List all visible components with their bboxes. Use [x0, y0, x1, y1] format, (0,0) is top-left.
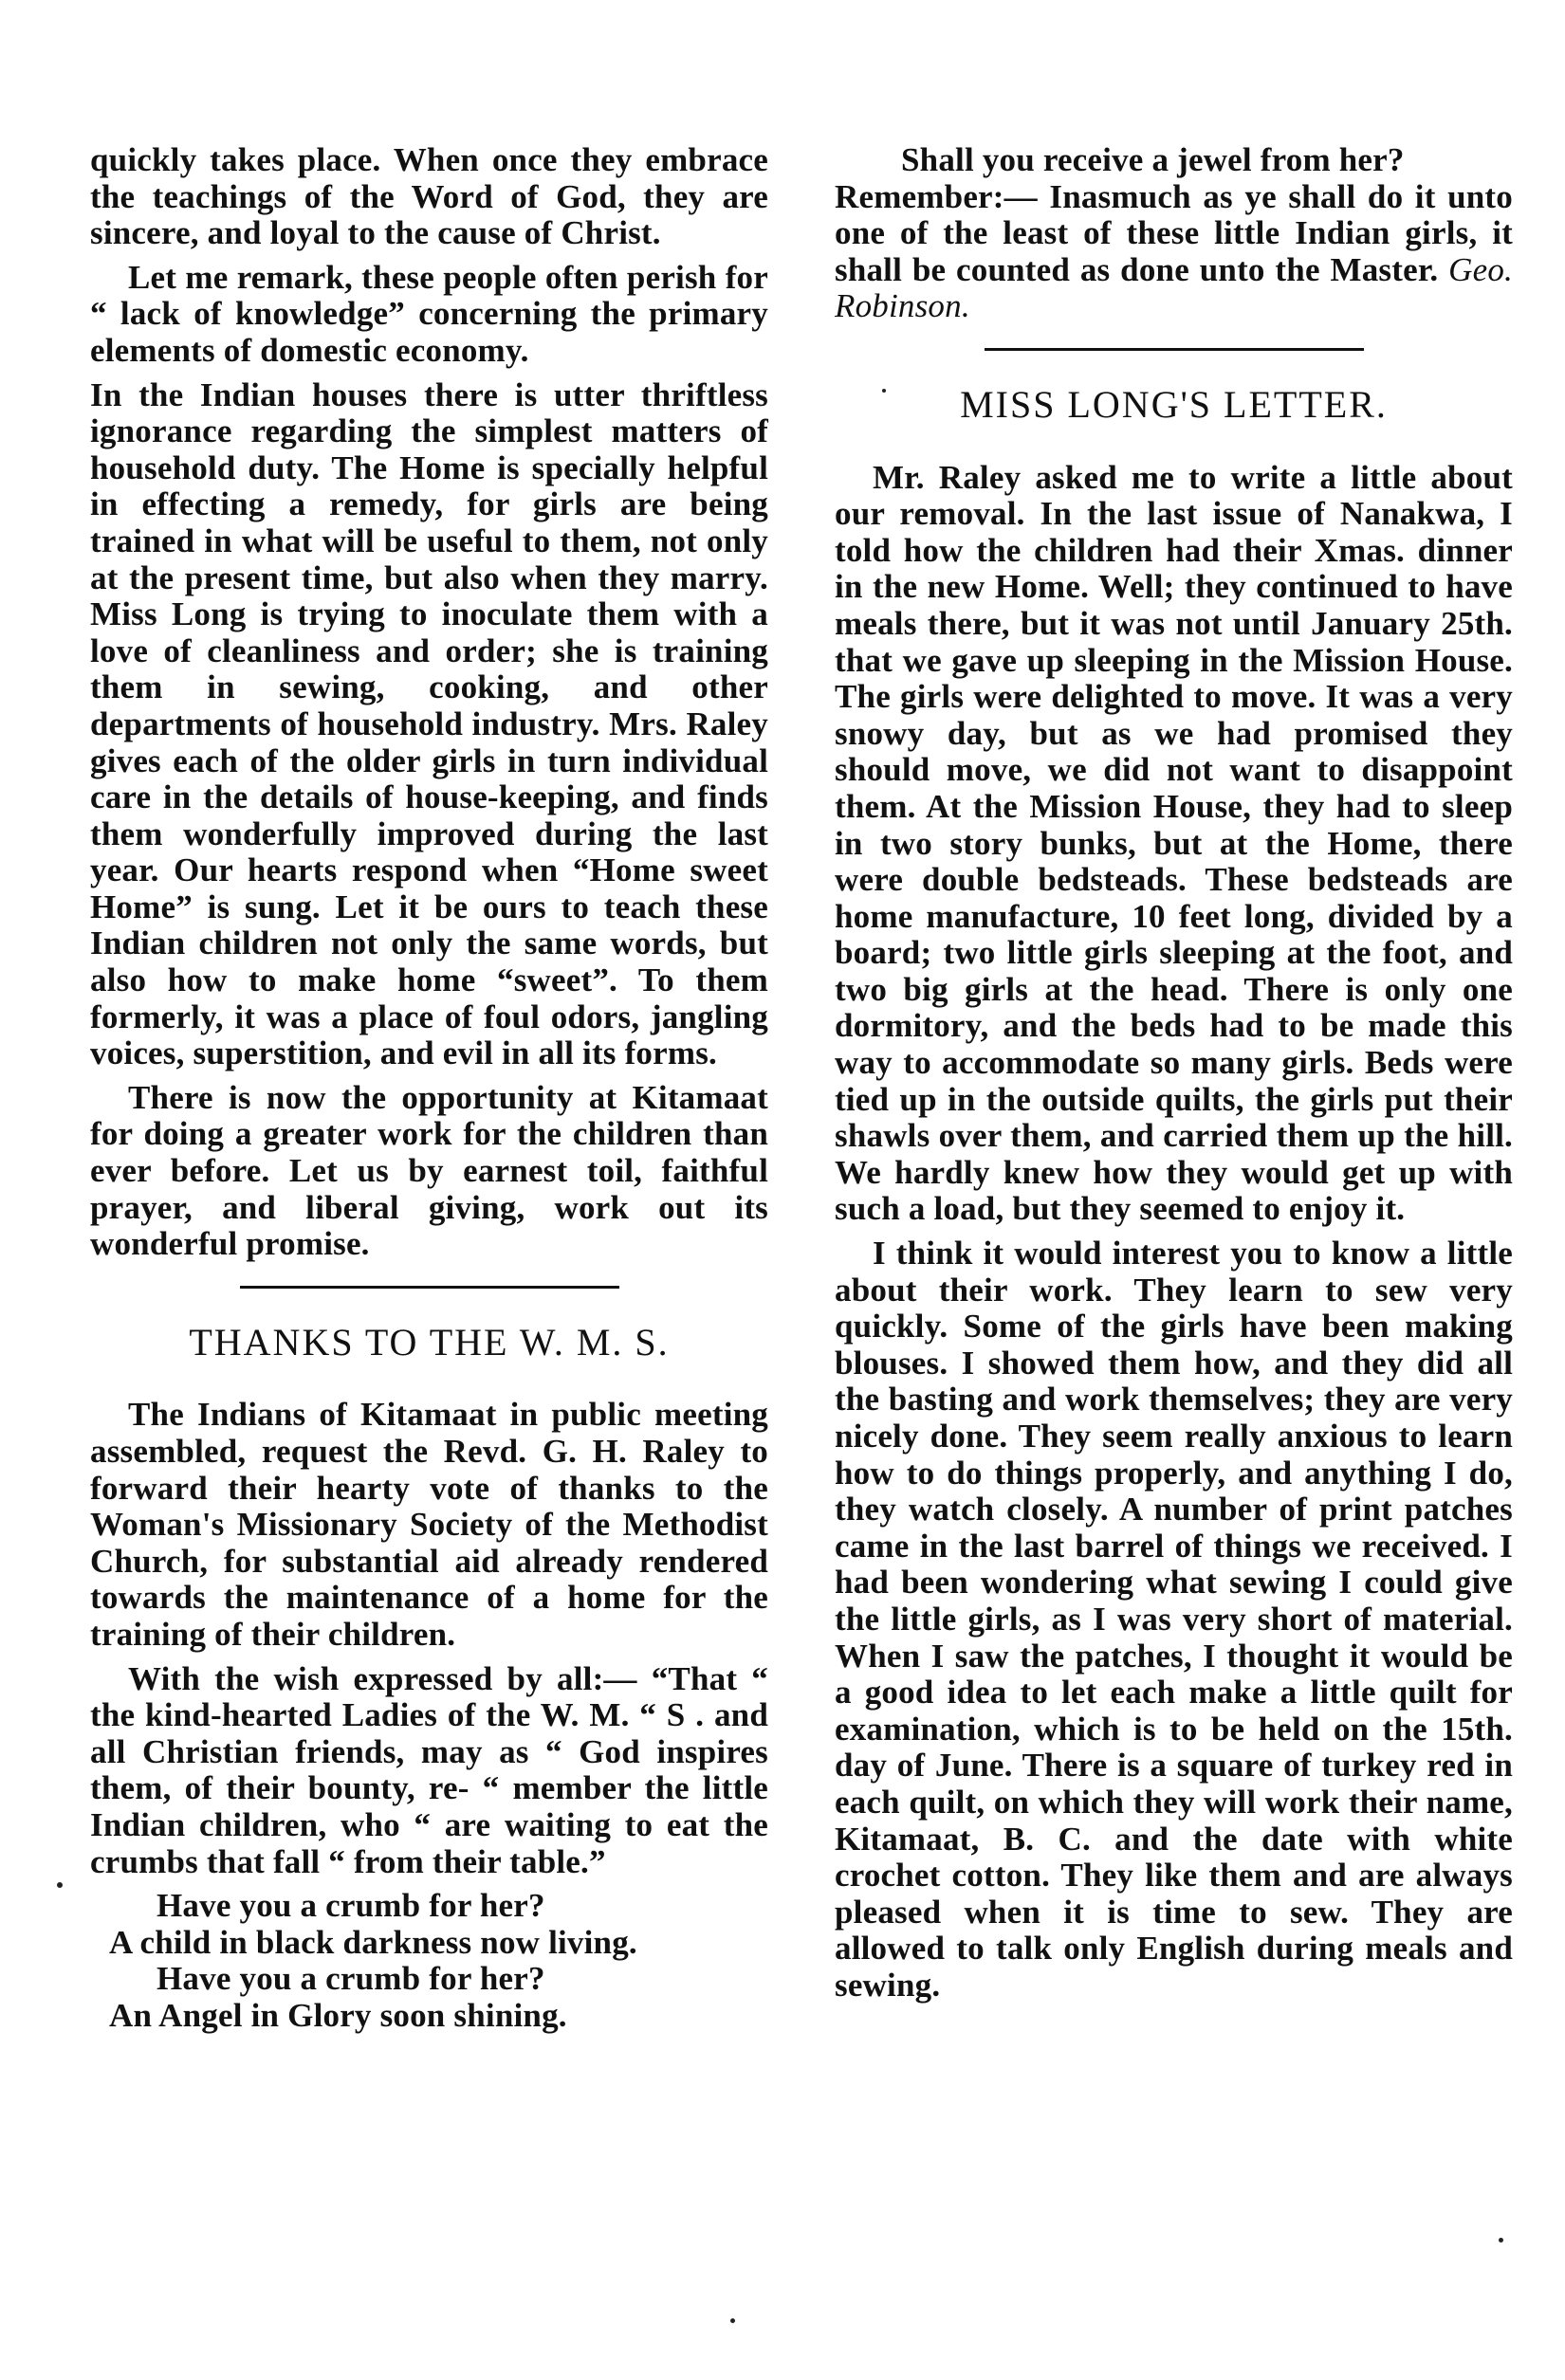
paragraph-thanks-resolution: The Indians of Kitamaat in public meeting assembled, request the Revd. G. H. Raley to forward their hearty vote of thanks to the Woman's Missionary Society of the Methodist Church, for substantial aid already rendered towards the maintenance of a home for the training of their children. — [90, 1396, 768, 1653]
paragraph-household-duty: In the Indian houses there is utter thriftless ignorance regarding the simplest matters of household duty. The Home is specially helpful in effecting a remedy, for girls are being trained in what will be useful to them, not only at the present time, but also when they marry. Miss Long is trying to inoculate them with a love of cleanliness and order; she is training them in sewing, cooking, and other departments of household industry. Mrs. Raley gives each of the older girls in turn individual care in the details of house-keeping, and finds them wonderfully improved during the last year. Our hearts respond when “Home sweet Home” is sung. Let it be ours to teach these Indian children not only the same words, but also how to make home “sweet”. To them formerly, it was a place of foul odors, jangling voices, superstition, and evil in all its forms. — [90, 375, 768, 1072]
verse-line: Shall you receive a jewel from her? — [901, 141, 1405, 178]
paragraph-conversion: quickly takes place. When once they embrace the teachings of the Word of God, they are sincere, and loyal to the cause of Christ. — [90, 141, 768, 252]
poem-verse-end — [835, 142, 1513, 179]
paragraph-thanks-wish: With the wish expressed by all:— “That “ the kind-hearted Ladies of the W. M. “ S . and all Christian friends, may as “ God inspires them, of their bounty, re- “ member the little Indian children, who “ are waiting to eat the crumbs that fall “ from their table.” — [90, 1659, 768, 1880]
signature: Geo. Robinson. — [835, 250, 1513, 325]
verse-line: A child in black darkness now living. — [109, 1923, 637, 1961]
verse-line: An Angel in Glory soon shining. — [109, 1996, 567, 2034]
paragraph-work: I think it would interest you to know a little about their work. They learn to sew very quickly. Some of the girls have been making blouses. I showed them how, and they did all the basting and work themselves; they are very nicely done. They seem really anxious to learn how to do things properly, and anything I do, they watch closely. A number of print patches came in the last barrel of things we received. I had been wondering what sewing I could give the little girls, as I was very short of material. When I saw the patches, I thought it would be a good idea to let each make a little quilt for examination, which is to be held on the 15th. day of June. There is a square of turkey red in each quilt, on which they will work their name, Kitamaat, B. C. and the date with white crochet cotton. They like them and are always pleased when it is time to sew. They are allowed to talk only English during meals and sewing. — [835, 1235, 1513, 2004]
verse-line: Have you a crumb for her? — [156, 1887, 545, 1925]
paragraph-removal: Mr. Raley asked me to write a little about our removal. In the last issue of Nanakwa, I told how the children had their Xmas. dinner in the new Home. Well; they continued to have meals there, but it was not until January 25th. that we gave up sleeping in the Mission House. The girls were delighted to move. It was a very snowy day, but as we had promised they should move, we did not want to disappoint them. At the Mission House, they had to sleep in two story bunks, but at the Home, there were double bedsteads. These bedsteads are home manufacture, 10 feet long, divided by a board; two little girls sleeping at the foot, and two big girls at the head. There is only one dormitory, and the beds had to be made this way to accommodate so many girls. Beds were tied up in the outside quilts, the girls put their shawls over them, and carried them up the hill. We hardly knew how they would get up with such a load, but they seemed to enjoy it. — [835, 458, 1513, 1228]
left-column — [90, 142, 768, 2035]
poem-verse — [90, 1888, 768, 2034]
section-divider — [985, 348, 1364, 351]
print-speck — [730, 2318, 735, 2323]
letter-heading: MISS LONG'S LETTER. — [960, 382, 1388, 426]
print-speck — [57, 1882, 63, 1888]
verse-line: Have you a crumb for her? — [156, 1960, 545, 1998]
print-speck — [1499, 2238, 1503, 2243]
paragraph-opportunity: There is now the opportunity at Kitamaat for doing a greater work for the children than ever before. Let us by earnest toil, faithful prayer, and liberal giving, work out its wonderful promise. — [90, 1078, 768, 1263]
paragraph-remember — [835, 179, 1513, 325]
print-speck — [882, 389, 886, 393]
remember-text: Remember:— Inasmuch as ye shall do it unto one of the least of these little Indian girls, it shall be counted as done unto the Master. — [835, 177, 1513, 288]
section-divider — [240, 1286, 619, 1289]
paragraph-lack-of-knowledge: Let me remark, these people often perish for “ lack of knowledge” concerning the primary elements of domestic economy. — [90, 258, 768, 369]
thanks-heading: THANKS TO THE W. M. S. — [189, 1320, 670, 1364]
right-column — [835, 142, 1513, 2012]
